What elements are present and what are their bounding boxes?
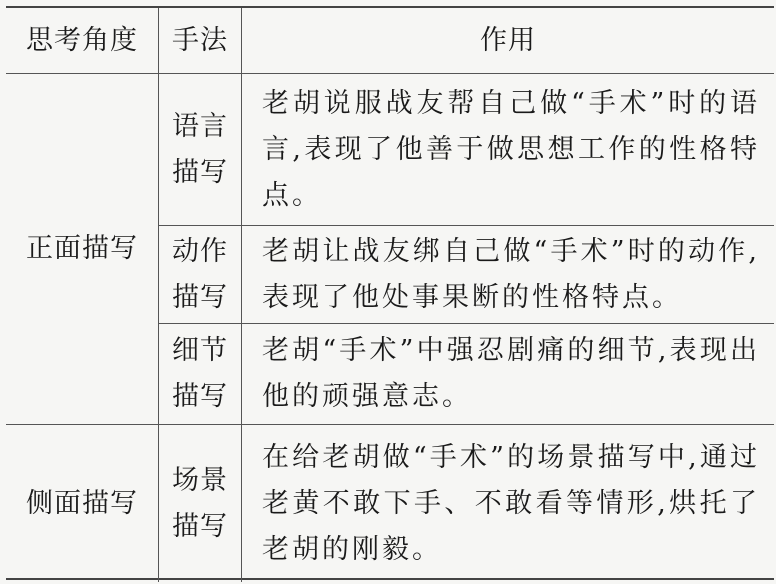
header-method: 手法 xyxy=(159,8,242,74)
effect-text: 老胡“手术”中强忍剧痛的细节,表现出他的顽强意志。 xyxy=(262,335,760,412)
effect-text: 在给老胡做“手术”的场景描写中,通过老黄不敢下手、不敢看等情形,烘托了老胡的刚毅。 xyxy=(262,441,760,565)
method-label: 细节描写 xyxy=(171,335,228,412)
method-label: 场景描写 xyxy=(171,464,228,542)
analysis-table xyxy=(6,6,774,580)
angle-direct: 正面描写 xyxy=(6,74,159,425)
method-cell xyxy=(159,226,242,324)
effect-cell xyxy=(242,226,774,324)
method-cell xyxy=(159,324,242,425)
effect-cell xyxy=(242,425,774,582)
header-angle: 思考角度 xyxy=(6,8,159,74)
angle-indirect: 侧面描写 xyxy=(6,425,159,582)
effect-cell xyxy=(242,324,774,425)
header-effect: 作用 xyxy=(242,8,774,74)
effect-text: 老胡让战友绑自己做“手术”时的动作,表现了他处事果断的性格特点。 xyxy=(262,235,760,313)
method-cell xyxy=(159,74,242,226)
method-label: 语言描写 xyxy=(171,110,228,188)
method-label: 动作描写 xyxy=(171,235,228,313)
effect-cell xyxy=(242,74,774,226)
effect-text: 老胡说服战友帮自己做“手术”时的语言,表现了他善于做思想工作的性格特点。 xyxy=(262,87,760,211)
method-cell xyxy=(159,425,242,582)
